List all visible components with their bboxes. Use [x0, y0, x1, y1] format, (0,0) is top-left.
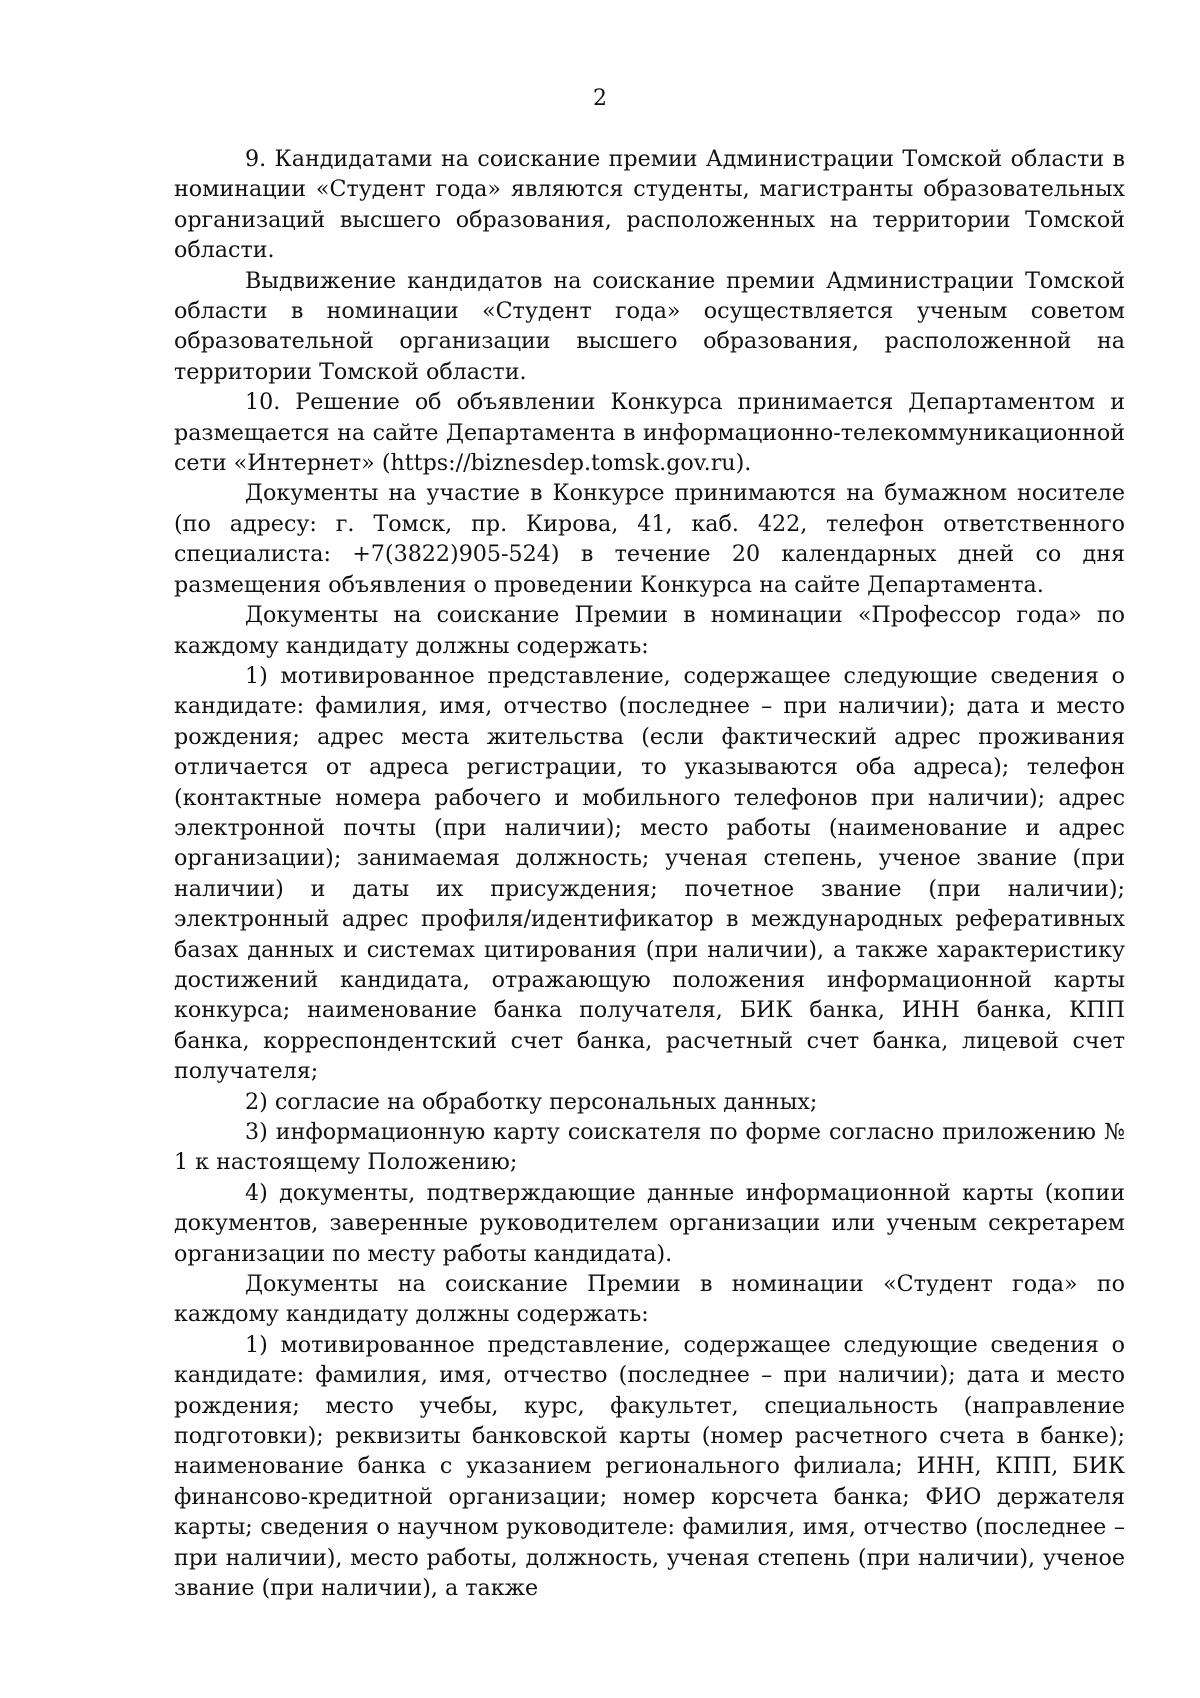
- paragraph-professor-list-4: 4) документы, подтверждающие данные информационной карты (копии документов, заверенные руководителем организации или ученым секретарем организации по месту работы кандидата).: [174, 1179, 1125, 1267]
- paragraph-student-list-1: 1) мотивированное представление, содержащее следующие сведения о кандидате: фамилия, имя, отчество (последнее – при наличии); дата и место рождения; место учебы, курс, факультет, специальность (направление подготовки); реквизиты банковской карты (номер расчетного счета в банке); наименование банка с указанием регионального филиала; ИНН, КПП, БИК финансово-кредитной организации; номер корсчета банка; ФИО держателя карты; сведения о научном руководителе: фамилия, имя, отчество (последнее – при наличии), место работы, должность, ученая степень (при наличии), ученое звание (при наличии), а также: [174, 1331, 1125, 1602]
- paragraph-professor-documents-intro: Документы на соискание Премии в номинации «Профессор года» по каждому кандидату должны содержать:: [174, 602, 1125, 659]
- document-body: [174, 144, 1125, 1604]
- paragraph-student-documents-intro: Документы на соискание Премии в номинации «Студент года» по каждому кандидату должны содержать:: [174, 1271, 1125, 1328]
- paragraph-nomination-procedure: Выдвижение кандидатов на соискание премии Администрации Томской области в номинации «Студент года» осуществляется ученым советом образовательной организации высшего образования, расположенной на территории Томской области.: [174, 267, 1125, 385]
- paragraph-professor-list-1: 1) мотивированное представление, содержащее следующие сведения о кандидате: фамилия, имя, отчество (последнее – при наличии); дата и место рождения; адрес места жительства (если фактический адрес проживания отличается от адреса регистрации, то указываются оба адреса); телефон (контактные номера рабочего и мобильного телефонов при наличии); адрес электронной почты (при наличии); место работы (наименование и адрес организации); занимаемая должность; ученая степень, ученое звание (при наличии) и даты их присуждения; почетное звание (при наличии); электронный адрес профиля/идентификатор в международных реферативных базах данных и системах цитирования (при наличии), а также характеристику достижений кандидата, отражающую положения информационной карты конкурса; наименование банка получателя, БИК банка, ИНН банка, КПП банка, корреспондентский счет банка, расчетный счет банка, лицевой счет получателя;: [174, 662, 1125, 1085]
- page-number: 2: [593, 86, 607, 111]
- paragraph-documents-submission: Документы на участие в Конкурсе принимаются на бумажном носителе (по адресу: г. Томск, пр. Кирова, 41, каб. 422, телефон ответственного специалиста: +7(3822)905-524) в течение 20 календарных дней со дня размещения объявления о проведении Конкурса на сайте Департамента.: [174, 480, 1125, 598]
- paragraph-professor-list-2: 2) согласие на обработку персональных данных;: [245, 1088, 818, 1115]
- paragraph-professor-list-3: 3) информационную карту соискателя по форме согласно приложению № 1 к настоящему Положению;: [174, 1119, 1125, 1176]
- paragraph-item-10-decision: 10. Решение об объявлении Конкурса принимается Департаментом и размещается на сайте Департамента в информационно-телекоммуникационной сети «Интернет» (https://biznesdep.tomsk.gov.ru).: [174, 389, 1125, 477]
- paragraph-item-9-candidates: 9. Кандидатами на соискание премии Администрации Томской области в номинации «Студент года» являются студенты, магистранты образовательных организаций высшего образования, расположенных на территории Томской области.: [174, 146, 1125, 264]
